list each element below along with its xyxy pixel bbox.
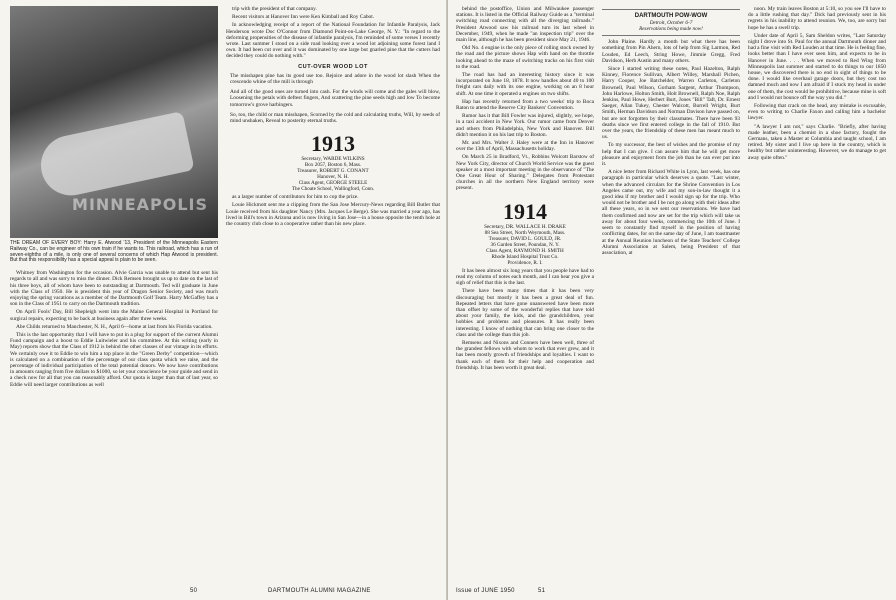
officer-line: Secretary, DR. WALLACE H. DRAKE — [484, 223, 566, 230]
divider — [602, 9, 740, 10]
officer-line: Hanover, N. H. — [317, 174, 349, 181]
poem-stanza: The misshapen pine has its good use too. Rejoice and adore in the wood lot slash When the crescendo whine of the mill is through — [230, 72, 440, 86]
paragraph: as a larger number of contributors for him to cop the prize. — [232, 194, 359, 201]
class-year: 1913 — [311, 131, 355, 157]
section-heading: DARTMOUTH POW-WOW — [634, 13, 708, 19]
paragraph: It has been almost six long years that you people have had to read my column of notes each month, and I can hear you give a sigh of relief that this is the last. — [456, 267, 594, 287]
paragraph: Under date of April 5, Sam Sheldon writes, "Last Saturday night I drove into St. Paul for the annual Dartmouth dinner and had a fine visit with Red Louden at that time. He is feeling fine, looks better than I have ever seen him, and expects to be in Hanover in June. . . . When we moved to Red Wing from Minneapolis last summer and started to do things to our 1850 house, we discovered there is no end in sight of things to be done. I would like overhaul garage doors, but they cost too damned much and now I am afraid if I stuck my head in under one of them, the cost would be prohibitive, because mine is soft and I would not bounce off the way you did." — [748, 32, 886, 101]
class-heading-1913 — [226, 132, 440, 192]
poem — [230, 73, 440, 124]
officer-line: 88 Sea Street, North Weymouth, Mass. — [484, 229, 566, 236]
officer-line: Box 2057, Boston 6, Mass. — [304, 162, 362, 169]
paragraph: "A lawyer I am not," says Charlie. "Briefly, after having made leather, been a chemist in a shoe factory, fought the Germans, taken a Master at Columbia and taught school, I am retired. My sister and I live up here in the country, which is healthy but rather uninteresting. However, we do manage to get away quite often." — [748, 123, 886, 161]
officer-line: Treasurer, DAVID L. GOULD, JR. — [488, 235, 562, 242]
page-number-right: 51 — [538, 588, 546, 594]
paragraph: noon. My train leaves Boston at 5:10, so you see I'll have to do a little rushing that day." Dick had previously sent in his regrets in his inability to attend reunion. We, too, are sorry but hope he has a swell trip. — [748, 6, 886, 31]
paragraph: Rumor has it that Bill Fowler was injured, slightly, we hope, in a taxi accident in New York. Our rumor came from Denver and others from Philadelphia, New York and Hanover. Bill didn't mention it on his last trip to Boston. — [456, 113, 594, 138]
paragraph: This is the last opportunity that I will have to put in a plug for support of the current Alumni Fund campaign and a boost to Eddie Luitwieler and his committee. At this writing (early in May) reports show that the Class of 1912 is behind the other classes of our vintage in its efforts. We certainly owe it to Eddie to win him a top place in the "Green Derby" competition—which is calculated on a combination of the percentage of our class quota which we raise, and the percentage of individual participation of the total potential donors. We now have contributions in amounts ranging from five dollars to $1000, so let your conscience be your guide and send in a check now for all that you can reasonably afford. Our quota is larger than that of last year, so Eddie will need larger contributions as well — [10, 332, 218, 388]
paragraph: Whitney from Washington for the occasion. Alvie Garcia was unable to attend but sent his regards to all and was sorry to miss the dinner. Dick Remsen brought us up to date on the last of his three boys, all of whom have been to outstanding at Dartmouth. Ted will graduate in June with the Class of 1950. He is president this year of Dragon Senior Society, and was much enjoying the spring vacations as a member of the Dartmouth Golf Team. Harry McGaffey has a son in the Class of 1951 to carry on the Dartmouth tradition. — [10, 270, 218, 308]
paragraph: A nice letter from Richard White in Lynn, last week, has one paragraph in particular which deserves a quote. "Last winter, when the advanced circulars for the Shrine Convention in Los Angeles came out, my wife and my son-in-law thought it a good idea if my brother and I would sign up for the trip. Who would not be brother and I be not go along with their ideas after all these years, so in we sent our reservations. We have had them confirmed and now are set for the trip which will take us away for about four weeks, commencing the 10th of June. I seem to constantly find myself in the position of having conflicting dates, for on the same day of June, I am toastmaster at the Annual Reunion luncheon of the State Teachers' College Alumni Association at Salem, being President of that association, at — [602, 169, 740, 256]
page-number-left: 50 — [190, 588, 198, 594]
paragraph: Abe Childs returned to Manchester, N. H., April 6—home at last from his Florida vacation. — [16, 323, 213, 330]
paragraph: Remsens and Nixons and Conners have been well, three of the grandest fellows with whom to work that ever grew, and it has been mostly growth of friendships and loyalties. I want to thank each of them for their help and cooperation and friendship. It has been worth it great deal. — [456, 339, 594, 371]
paragraph: Louie Hickmott sent me a clipping from the San Jose Mercury-News regarding Bill Butler that Louie received from his daughter Nancy (Mrs. Jacques Le Berge). She was married a year ago, has lived in Bill's town in Arizona and is now living in San Jose—in a house opposite the tenth hole at the country club close to a cooperative rather than his new place. — [226, 202, 440, 228]
paragraph: Mr. and Mrs. Walter J. Haley were at the Inn in Hanover over the 13th of April, Massachusetts holiday. — [456, 140, 594, 153]
divider — [602, 35, 740, 36]
paragraph: Since I started writing these notes, Paul Hazelton, Ralph Kinney, Florence Sullivan, Albert Willey, Marshall Pichen, Harry Cooper, Joe Batchelder, Warren Carleton, Carleton Brownell, Paul Wilson, Gorham Sargent, Arthur Thompson, John Harlowe, Holton Smith, Holt Brownell, Ralph Noe, Ralph Jenkins, Paul Howe, Herbert Burt, Jones "Bill" Taft, Dr. Ernest Saeger, Allan Tukey, Chester Walcott, Burrell Wright, Burt Smith, Herman Davidson and Norman Davison have passed on, but are not forgotten by their classmates. There have been 93 deaths since we first entered college in the fall of 1910. But over the years, the friendship of these men has meant much to us. — [602, 66, 740, 141]
section-subheading: Reservations being made now! — [639, 26, 703, 33]
officer-line: The Choate School, Wallingford, Conn. — [291, 186, 375, 193]
right-column-1 — [456, 6, 594, 373]
photo-caption: THE DREAM OF EVERY BOY: Harry E. Atwood '13, President of the Minneapolis Eastern Railway Co., can be engineer of his own train if he wants to. This railroad, which has a run of seven-eighths of a mile, is only one of several concerns of which Hap Atwood is president. But that this responsibility has a special appeal is plain to be seen. — [10, 240, 218, 264]
paragraph: Hap has recently returned from a two weeks' trip to Boca Raton to attend the Reserve City Bankers' Convention. — [456, 98, 594, 112]
officer-line: Class Agent, GEORGE STEELE — [298, 180, 368, 187]
left-column-2 — [226, 6, 440, 390]
paragraph: There have been many times that it has been very discouraging but mostly it has been a great deal of fun. Repeated letters that have gone unanswered have been more than offset by some of the wonderful replies that have told about your family, the kids, and the grandchildren, your hobbies and problems and pleasures. It has really been interesting. I know of nothing that can bring one closer to the class and the college than this job. — [456, 288, 594, 338]
poem-title: CUT-OVER WOOD LOT — [298, 63, 368, 70]
officer-line: 36 Garden Street, Poundan, N. Y. — [490, 241, 560, 248]
class-year: 1914 — [503, 198, 547, 224]
officer-line: Treasurer, ROBERT G. CONANT — [297, 168, 369, 175]
locomotive-shape — [35, 111, 194, 201]
paragraph: Following that crack on the head, any mistake is excusable, even to writing to Charlie Faxon and calling him a bachelor lawyer. — [748, 103, 886, 122]
paragraph: On March 25 in Bradford, Vt., Robbins Wolcott Barstow of New York City, director of Church World Service was the guest speaker at a most important meeting in the observance of "The One Great Hour of Sharing." Delegates from Protestant churches in all the northern New England territory were present. — [456, 154, 594, 192]
officer-line: Secretary, WARDE WILKINS — [301, 156, 365, 163]
officer-line: Class Agent, RAYMOND H. SMITH — [486, 247, 564, 254]
paragraph: Recent visitors at Hanover Inn were Ken Kimball and Roy Cabot. — [232, 14, 375, 21]
paragraph: In acknowledging receipt of a report of the National Foundation for Infantile Paralysis, Jack Henderson wrote Doc O'Connor from Diamond Point-on-Lake George, N. Y.: "In regard to the deforming propensities of the disease of infantile paralysis, I'm reminded of some verses I recently wrote. Last summer I stood on a side road looking over a wood lot adjoining some forest land I own. It had been cut over and it was dominated by one large but gnarled pine that the cutters had decided they could do nothing with." — [226, 22, 440, 60]
officer-line: Rhode Island Hospital Trust Co. — [491, 253, 559, 260]
photo-sign-text: MINNEAPOLIS — [72, 194, 208, 214]
paragraph: To my successor, the best of wishes and the promise of my help that I can give. I can assure him that he will get more pleasure and enjoyment from the job than he can ever put into it. — [602, 142, 740, 168]
paragraph: Old No. 4 engine is the only piece of rolling stock owned by the road and the picture shows Hap with hand on the throttle looking ahead to the maze of switching tracks on his first visit to the road. — [456, 45, 594, 70]
section-subheading: Detroit, October 6-7 — [649, 20, 693, 27]
right-column-2 — [602, 6, 740, 373]
class-heading-1914 — [456, 200, 594, 266]
paragraph: The road has had an interesting history since it was incorporated on June 18, 1878. It now handles about 40 to 100 freight cars daily with its one engine, working on an 8 hour shift. At one time it operated a engines on two shifts. — [456, 72, 594, 97]
issue-label: Issue of JUNE 1950 — [456, 588, 515, 594]
paragraph: behind the postoffice, Union and Milwaukee passenger stations. It is listed in the Official Railway Guide as a "terminal switching road connecting with all the diverging railroads." President Atwood saw his railroad turn its last wheel in December, 1949, when he made "an inspection trip" over the main line, although he has been president since May 21, 1946. — [456, 6, 594, 44]
officer-line: Providence, R. I. — [507, 259, 543, 266]
paragraph: John Plaine. Hardly a month but what there has been something from Pin Ahern, lots of help from Sig Larmon, Red Louden, Ed Leech, String Howe, Jimmie Gregg, Fred Davidson, Herb Austin and many others. — [602, 39, 740, 64]
poem-stanza: So, too, the child or man misshapen, Scorned by the cold and calculating truths, Will, by seeds of mind unshaken, Reveal to posterity eternal truths. — [230, 111, 440, 125]
right-page — [448, 0, 896, 600]
train-photo — [10, 6, 218, 238]
left-column-1 — [10, 6, 218, 390]
poem-stanza: And all of the good ones are turned into cash. For the winds will come and the gales will blow, Loosening the petals with deftest fingers, And scattering the pine seeds high and low To become tomorrow's grove harbingers. — [230, 89, 440, 108]
right-column-3 — [748, 6, 886, 373]
paragraph: On April Fools' Day, Bill Shepleigh went into the Maine General Hospital in Portland for surgical repairs, expecting to be back at business again after three weeks. — [10, 309, 218, 322]
paragraph: trip with the president of that company. — [232, 6, 317, 12]
magazine-title: DARTMOUTH ALUMNI MAGAZINE — [268, 588, 371, 594]
